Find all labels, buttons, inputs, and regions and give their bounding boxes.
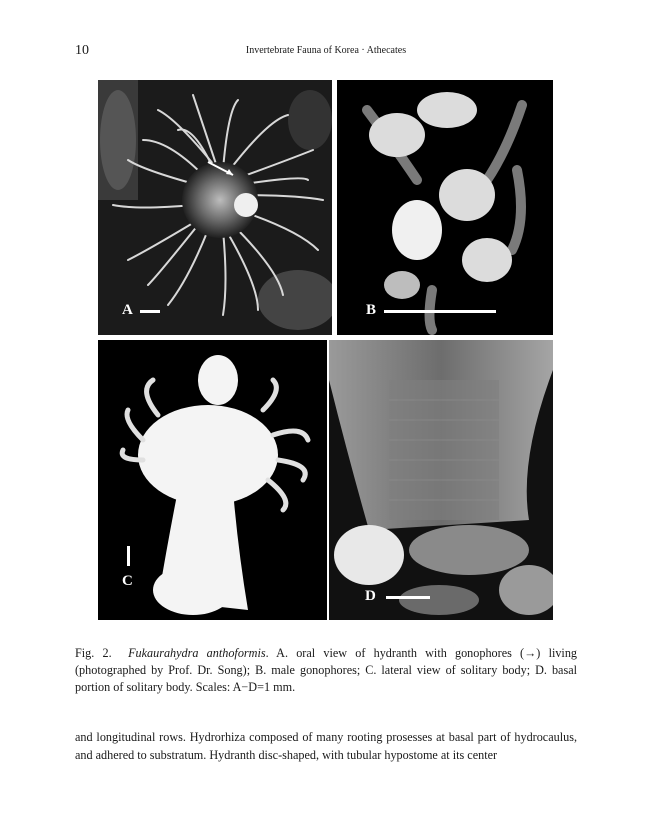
figure-panel-c — [98, 340, 327, 620]
figure-panel-d — [329, 340, 553, 620]
scale-bar-c — [127, 546, 130, 566]
caption-species: Fukaurahydra anthoformis — [128, 646, 266, 660]
scale-bar-a — [140, 310, 160, 313]
running-head: Invertebrate Fauna of Korea · Athecates — [245, 45, 407, 56]
panel-label-b: B — [366, 302, 377, 318]
figure-panel-a — [98, 80, 332, 335]
caption-text: . A. oral view of hydranth with gonophores (→) living (photographed by Prof. Dr. Song); B. male gonophores; C. lateral view of solitary body; D. basal portion of solitary body. Scales: A−D=1 mm. — [75, 646, 578, 694]
figure-panel-b — [337, 80, 553, 335]
figure-caption — [75, 645, 577, 696]
panel-label-a: A — [122, 302, 133, 318]
scale-bar-b — [384, 310, 496, 313]
page-number: 10 — [75, 43, 89, 58]
panel-label-d: D — [365, 588, 376, 604]
panel-label-c: C — [122, 573, 133, 589]
male-gonophores-icon — [337, 80, 553, 335]
caption-label: Fig. 2. — [75, 646, 112, 660]
body-paragraph: and longitudinal rows. Hydrorhiza composed of many rooting prosesses at basal part of hydrocaulus, and adhered to substratum. Hydranth disc-shaped, with tubular hypostome at its center — [75, 730, 577, 762]
scale-bar-d — [386, 596, 430, 599]
hydranth-oral-view-icon — [98, 80, 332, 335]
basal-portion-icon — [329, 340, 553, 620]
